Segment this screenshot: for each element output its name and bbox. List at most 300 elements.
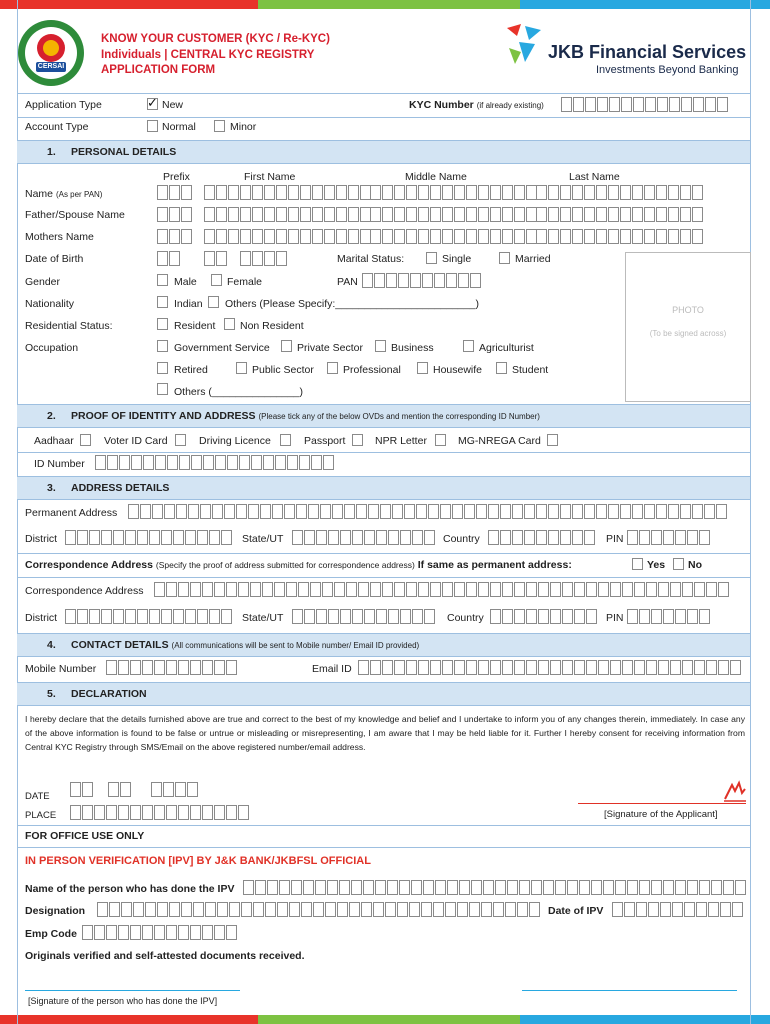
char-box[interactable] (574, 660, 585, 675)
char-box[interactable] (240, 207, 251, 222)
char-box[interactable] (394, 207, 405, 222)
char-box[interactable] (555, 880, 566, 895)
char-box[interactable] (687, 530, 698, 545)
char-box[interactable] (409, 902, 420, 917)
char-box[interactable] (382, 660, 393, 675)
char-box[interactable] (324, 185, 335, 200)
char-box[interactable] (82, 782, 93, 797)
char-box[interactable] (442, 185, 453, 200)
char-box[interactable] (216, 185, 227, 200)
char-box[interactable] (167, 455, 178, 470)
business-checkbox[interactable] (375, 340, 386, 352)
char-box[interactable] (418, 660, 429, 675)
char-box[interactable] (636, 902, 647, 917)
char-box[interactable] (692, 207, 703, 222)
char-box[interactable] (692, 504, 703, 519)
char-box[interactable] (668, 504, 679, 519)
char-box[interactable] (418, 582, 429, 597)
dob-month-input[interactable] (204, 251, 228, 266)
char-box[interactable] (478, 229, 489, 244)
char-box[interactable] (663, 530, 674, 545)
char-box[interactable] (301, 902, 312, 917)
char-box[interactable] (279, 880, 290, 895)
char-box[interactable] (351, 880, 362, 895)
char-box[interactable] (380, 504, 391, 519)
declaration-date-month[interactable] (108, 782, 132, 797)
char-box[interactable] (352, 609, 363, 624)
char-box[interactable] (214, 660, 225, 675)
char-box[interactable] (562, 582, 573, 597)
char-box[interactable] (490, 660, 501, 675)
declaration-place-input[interactable] (70, 805, 250, 820)
char-box[interactable] (363, 880, 374, 895)
char-box[interactable] (205, 902, 216, 917)
char-box[interactable] (169, 251, 180, 266)
char-box[interactable] (646, 660, 657, 675)
government-checkbox[interactable] (157, 340, 168, 352)
char-box[interactable] (204, 229, 215, 244)
char-box[interactable] (274, 582, 285, 597)
char-box[interactable] (440, 504, 451, 519)
char-box[interactable] (651, 609, 662, 624)
char-box[interactable] (656, 207, 667, 222)
char-box[interactable] (543, 880, 554, 895)
char-box[interactable] (718, 660, 729, 675)
char-box[interactable] (176, 504, 187, 519)
char-box[interactable] (548, 530, 559, 545)
char-box[interactable] (164, 504, 175, 519)
char-box[interactable] (608, 504, 619, 519)
char-box[interactable] (204, 251, 215, 266)
char-box[interactable] (699, 530, 710, 545)
char-box[interactable] (634, 660, 645, 675)
char-box[interactable] (154, 660, 165, 675)
char-box[interactable] (490, 185, 501, 200)
char-box[interactable] (227, 455, 238, 470)
same-yes-checkbox[interactable] (632, 558, 643, 570)
char-box[interactable] (260, 504, 271, 519)
char-box[interactable] (303, 880, 314, 895)
char-box[interactable] (392, 504, 403, 519)
char-box[interactable] (288, 207, 299, 222)
char-box[interactable] (324, 207, 335, 222)
char-box[interactable] (610, 660, 621, 675)
char-box[interactable] (446, 273, 457, 288)
char-box[interactable] (154, 582, 165, 597)
char-box[interactable] (706, 582, 717, 597)
char-box[interactable] (692, 229, 703, 244)
char-box[interactable] (313, 902, 324, 917)
char-box[interactable] (263, 455, 274, 470)
char-box[interactable] (723, 880, 734, 895)
char-box[interactable] (370, 229, 381, 244)
char-box[interactable] (680, 185, 691, 200)
char-box[interactable] (657, 97, 668, 112)
char-box[interactable] (376, 530, 387, 545)
char-box[interactable] (175, 782, 186, 797)
char-box[interactable] (424, 530, 435, 545)
char-box[interactable] (289, 902, 300, 917)
char-box[interactable] (340, 530, 351, 545)
char-box[interactable] (668, 207, 679, 222)
char-box[interactable] (644, 207, 655, 222)
char-box[interactable] (292, 530, 303, 545)
char-box[interactable] (173, 609, 184, 624)
char-box[interactable] (550, 609, 561, 624)
char-box[interactable] (687, 609, 698, 624)
char-box[interactable] (209, 530, 220, 545)
char-box[interactable] (137, 530, 148, 545)
driving-licence-checkbox[interactable] (280, 434, 291, 446)
char-box[interactable] (292, 609, 303, 624)
minor-checkbox[interactable] (214, 120, 225, 132)
char-box[interactable] (639, 530, 650, 545)
char-box[interactable] (526, 660, 537, 675)
char-box[interactable] (300, 229, 311, 244)
char-box[interactable] (82, 805, 93, 820)
char-box[interactable] (328, 530, 339, 545)
char-box[interactable] (137, 609, 148, 624)
char-box[interactable] (399, 880, 410, 895)
char-box[interactable] (193, 902, 204, 917)
char-box[interactable] (596, 504, 607, 519)
char-box[interactable] (209, 609, 220, 624)
char-box[interactable] (466, 582, 477, 597)
char-box[interactable] (699, 609, 710, 624)
char-box[interactable] (348, 185, 359, 200)
char-box[interactable] (478, 660, 489, 675)
char-box[interactable] (696, 902, 707, 917)
married-checkbox[interactable] (499, 252, 510, 264)
char-box[interactable] (572, 504, 583, 519)
char-box[interactable] (264, 207, 275, 222)
mother-prefix-input[interactable] (157, 229, 193, 244)
char-box[interactable] (287, 455, 298, 470)
char-box[interactable] (352, 530, 363, 545)
char-box[interactable] (633, 97, 644, 112)
char-box[interactable] (423, 880, 434, 895)
char-box[interactable] (370, 185, 381, 200)
char-box[interactable] (374, 273, 385, 288)
char-box[interactable] (502, 609, 513, 624)
char-box[interactable] (442, 582, 453, 597)
char-box[interactable] (375, 880, 386, 895)
char-box[interactable] (315, 880, 326, 895)
char-box[interactable] (65, 609, 76, 624)
char-box[interactable] (609, 97, 620, 112)
char-box[interactable] (699, 880, 710, 895)
char-box[interactable] (226, 925, 237, 940)
char-box[interactable] (299, 455, 310, 470)
char-box[interactable] (324, 229, 335, 244)
char-box[interactable] (584, 530, 595, 545)
char-box[interactable] (490, 207, 501, 222)
char-box[interactable] (77, 609, 88, 624)
char-box[interactable] (560, 229, 571, 244)
char-box[interactable] (178, 925, 189, 940)
char-box[interactable] (394, 660, 405, 675)
char-box[interactable] (512, 530, 523, 545)
char-box[interactable] (286, 582, 297, 597)
char-box[interactable] (562, 609, 573, 624)
char-box[interactable] (490, 229, 501, 244)
char-box[interactable] (157, 207, 168, 222)
char-box[interactable] (596, 185, 607, 200)
char-box[interactable] (264, 185, 275, 200)
char-box[interactable] (675, 880, 686, 895)
char-box[interactable] (169, 185, 180, 200)
char-box[interactable] (586, 582, 597, 597)
char-box[interactable] (190, 660, 201, 675)
char-box[interactable] (226, 805, 237, 820)
char-box[interactable] (349, 902, 360, 917)
char-box[interactable] (118, 925, 129, 940)
char-box[interactable] (644, 185, 655, 200)
char-box[interactable] (430, 582, 441, 597)
char-box[interactable] (591, 880, 602, 895)
char-box[interactable] (433, 902, 444, 917)
char-box[interactable] (430, 229, 441, 244)
char-box[interactable] (157, 229, 168, 244)
char-box[interactable] (161, 609, 172, 624)
char-box[interactable] (264, 229, 275, 244)
char-box[interactable] (298, 582, 309, 597)
ipv-signature-line[interactable] (25, 990, 240, 991)
char-box[interactable] (615, 880, 626, 895)
char-box[interactable] (179, 455, 190, 470)
char-box[interactable] (228, 229, 239, 244)
char-box[interactable] (488, 504, 499, 519)
char-box[interactable] (197, 530, 208, 545)
char-box[interactable] (670, 660, 681, 675)
char-box[interactable] (598, 582, 609, 597)
char-box[interactable] (454, 185, 465, 200)
professional-checkbox[interactable] (327, 362, 338, 374)
char-box[interactable] (502, 660, 513, 675)
char-box[interactable] (538, 660, 549, 675)
char-box[interactable] (442, 660, 453, 675)
applicant-signature-line[interactable] (578, 803, 746, 804)
char-box[interactable] (732, 902, 743, 917)
char-box[interactable] (457, 902, 468, 917)
char-box[interactable] (142, 660, 153, 675)
char-box[interactable] (428, 504, 439, 519)
char-box[interactable] (584, 504, 595, 519)
emp-code-input[interactable] (82, 925, 238, 940)
char-box[interactable] (152, 504, 163, 519)
char-box[interactable] (288, 229, 299, 244)
char-box[interactable] (113, 609, 124, 624)
char-box[interactable] (252, 185, 263, 200)
char-box[interactable] (675, 530, 686, 545)
corr-state-input[interactable] (292, 609, 436, 624)
char-box[interactable] (406, 185, 417, 200)
char-box[interactable] (490, 582, 501, 597)
public-checkbox[interactable] (236, 362, 247, 374)
char-box[interactable] (394, 229, 405, 244)
char-box[interactable] (267, 880, 278, 895)
char-box[interactable] (128, 504, 139, 519)
char-box[interactable] (212, 504, 223, 519)
char-box[interactable] (495, 880, 506, 895)
char-box[interactable] (603, 880, 614, 895)
char-box[interactable] (620, 504, 631, 519)
char-box[interactable] (327, 880, 338, 895)
char-box[interactable] (406, 229, 417, 244)
char-box[interactable] (584, 185, 595, 200)
char-box[interactable] (221, 530, 232, 545)
char-box[interactable] (394, 582, 405, 597)
char-box[interactable] (202, 925, 213, 940)
char-box[interactable] (418, 185, 429, 200)
char-box[interactable] (452, 504, 463, 519)
char-box[interactable] (488, 530, 499, 545)
passport-checkbox[interactable] (352, 434, 363, 446)
char-box[interactable] (458, 273, 469, 288)
dob-year-input[interactable] (240, 251, 288, 266)
char-box[interactable] (240, 229, 251, 244)
char-box[interactable] (406, 660, 417, 675)
char-box[interactable] (328, 609, 339, 624)
char-box[interactable] (572, 229, 583, 244)
char-box[interactable] (133, 902, 144, 917)
char-box[interactable] (622, 660, 633, 675)
declaration-date-day[interactable] (70, 782, 94, 797)
char-box[interactable] (166, 805, 177, 820)
char-box[interactable] (252, 251, 263, 266)
char-box[interactable] (422, 273, 433, 288)
char-box[interactable] (694, 582, 705, 597)
char-box[interactable] (627, 530, 638, 545)
char-box[interactable] (632, 229, 643, 244)
char-box[interactable] (181, 229, 192, 244)
char-box[interactable] (109, 902, 120, 917)
char-box[interactable] (181, 902, 192, 917)
char-box[interactable] (490, 609, 501, 624)
char-box[interactable] (632, 185, 643, 200)
char-box[interactable] (255, 880, 266, 895)
char-box[interactable] (526, 582, 537, 597)
date-of-ipv-input[interactable] (612, 902, 744, 917)
char-box[interactable] (178, 660, 189, 675)
char-box[interactable] (430, 660, 441, 675)
char-box[interactable] (680, 504, 691, 519)
char-box[interactable] (400, 530, 411, 545)
char-box[interactable] (656, 185, 667, 200)
char-box[interactable] (469, 902, 480, 917)
char-box[interactable] (243, 880, 254, 895)
char-box[interactable] (663, 609, 674, 624)
retired-checkbox[interactable] (157, 362, 168, 374)
char-box[interactable] (478, 207, 489, 222)
char-box[interactable] (161, 530, 172, 545)
char-box[interactable] (560, 530, 571, 545)
char-box[interactable] (514, 609, 525, 624)
char-box[interactable] (190, 582, 201, 597)
char-box[interactable] (682, 660, 693, 675)
char-box[interactable] (322, 582, 333, 597)
char-box[interactable] (101, 530, 112, 545)
char-box[interactable] (348, 229, 359, 244)
char-box[interactable] (442, 207, 453, 222)
char-box[interactable] (370, 207, 381, 222)
char-box[interactable] (204, 207, 215, 222)
char-box[interactable] (204, 185, 215, 200)
char-box[interactable] (502, 582, 513, 597)
char-box[interactable] (644, 504, 655, 519)
char-box[interactable] (394, 185, 405, 200)
char-box[interactable] (717, 97, 728, 112)
others-occupation-checkbox[interactable] (157, 383, 168, 395)
char-box[interactable] (125, 530, 136, 545)
char-box[interactable] (362, 273, 373, 288)
char-box[interactable] (466, 229, 477, 244)
char-box[interactable] (97, 902, 108, 917)
char-box[interactable] (421, 902, 432, 917)
designation-input[interactable] (97, 902, 541, 917)
country-input[interactable] (488, 530, 596, 545)
char-box[interactable] (262, 582, 273, 597)
char-box[interactable] (89, 530, 100, 545)
char-box[interactable] (416, 504, 427, 519)
char-box[interactable] (454, 582, 465, 597)
resident-checkbox[interactable] (157, 318, 168, 330)
char-box[interactable] (276, 251, 287, 266)
mother-last-input[interactable] (536, 229, 704, 244)
char-box[interactable] (296, 504, 307, 519)
char-box[interactable] (526, 609, 537, 624)
char-box[interactable] (113, 530, 124, 545)
char-box[interactable] (155, 455, 166, 470)
char-box[interactable] (236, 504, 247, 519)
char-box[interactable] (658, 582, 669, 597)
char-box[interactable] (466, 660, 477, 675)
char-box[interactable] (154, 925, 165, 940)
char-box[interactable] (514, 185, 525, 200)
declaration-date-year[interactable] (151, 782, 199, 797)
char-box[interactable] (291, 880, 302, 895)
char-box[interactable] (586, 609, 597, 624)
char-box[interactable] (621, 97, 632, 112)
char-box[interactable] (579, 880, 590, 895)
char-box[interactable] (173, 530, 184, 545)
indian-checkbox[interactable] (157, 296, 168, 308)
char-box[interactable] (622, 582, 633, 597)
corr-country-input[interactable] (490, 609, 598, 624)
char-box[interactable] (718, 582, 729, 597)
char-box[interactable] (284, 504, 295, 519)
char-box[interactable] (346, 582, 357, 597)
char-box[interactable] (288, 185, 299, 200)
char-box[interactable] (130, 925, 141, 940)
char-box[interactable] (300, 207, 311, 222)
char-box[interactable] (151, 782, 162, 797)
normal-checkbox[interactable] (147, 120, 158, 132)
char-box[interactable] (169, 207, 180, 222)
char-box[interactable] (668, 229, 679, 244)
char-box[interactable] (276, 185, 287, 200)
char-box[interactable] (387, 880, 398, 895)
char-box[interactable] (500, 504, 511, 519)
char-box[interactable] (466, 185, 477, 200)
char-box[interactable] (562, 660, 573, 675)
char-box[interactable] (221, 609, 232, 624)
char-box[interactable] (181, 207, 192, 222)
char-box[interactable] (536, 207, 547, 222)
char-box[interactable] (660, 902, 671, 917)
char-box[interactable] (454, 229, 465, 244)
kyc-number-input[interactable] (561, 97, 729, 112)
